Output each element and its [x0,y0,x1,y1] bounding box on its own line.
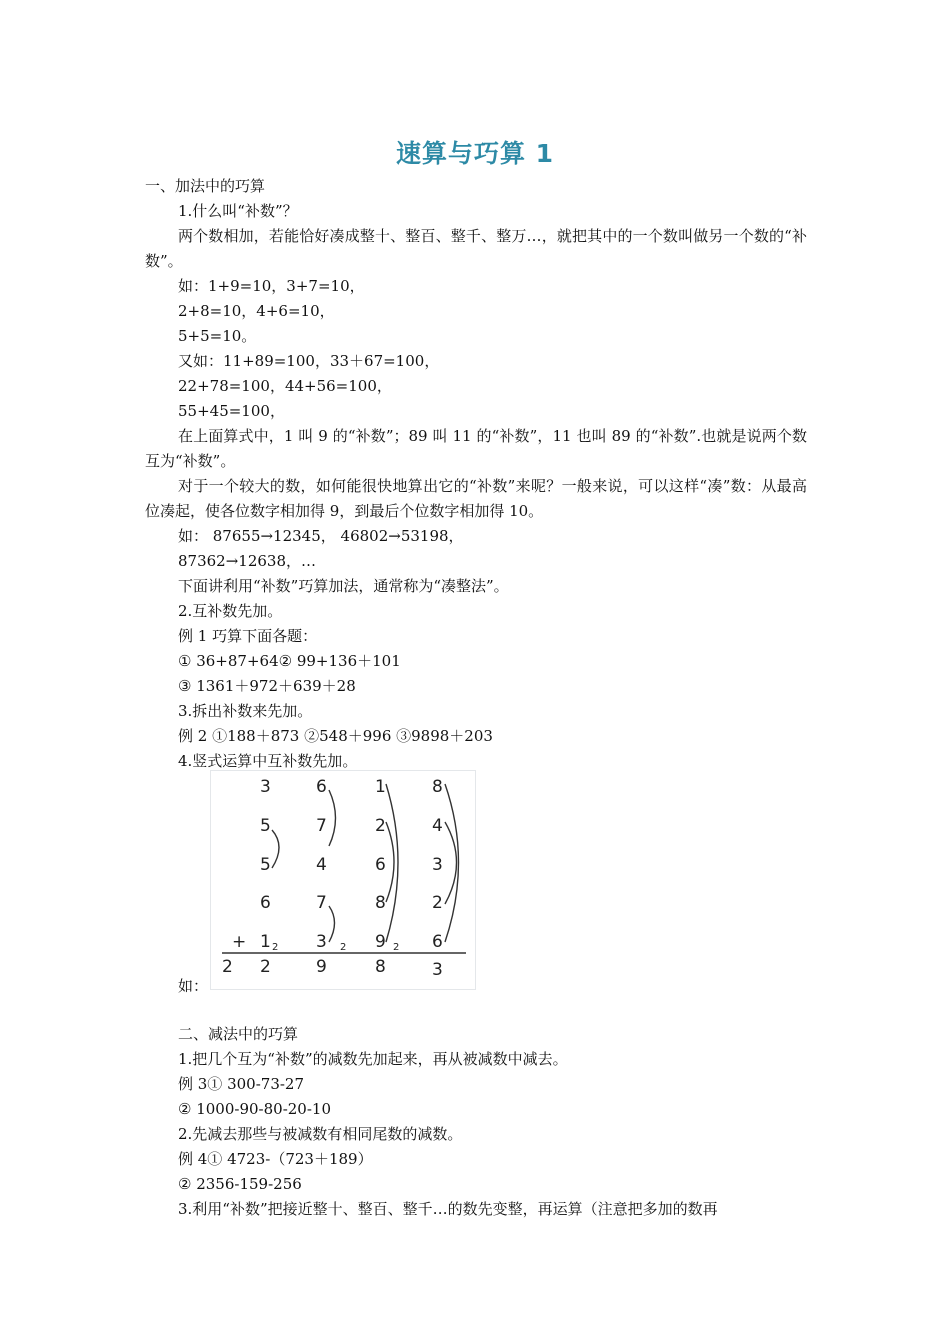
question-what-is-complement: 1.什么叫“补数”？ [178,202,298,220]
figure-digit: 8 [432,777,443,797]
example-line: 如： 87655→12345， 46802→53198， [178,527,464,545]
example-4-item: ② 2356-159-256 [178,1175,302,1193]
figure-digit: 1 [375,777,386,797]
figure-digit: 5 [260,816,271,836]
figure-carry: 2 [340,942,347,953]
paragraph-complement-explanation: 在上面算式中，1 叫 9 的“补数”；89 叫 11 的“补数”，11 也叫 89 的“补数”.也就是说两个数互为“补数”。 [145,427,807,470]
example-line: 如：1+9=10，3+7=10， [178,277,365,295]
figure-digit: 7 [316,893,327,913]
figure-label: 如： [178,977,209,995]
paragraph-how-to-find-complement: 对于一个较大的数，如何能很快地算出它的“补数”来呢？一般来说，可以这样“凑”数：从最高位凑起，使各位数字相加得 9，到最后个位数字相加得 10。 [145,477,807,520]
example-line: 22+78=100，44+56=100， [178,377,392,395]
example-line: 5+5=10。 [178,327,257,345]
subheading-vertical-addition: 4.竖式运算中互补数先加。 [178,752,358,770]
figure-digit: 6 [432,932,443,952]
figure-digit: 5 [260,855,271,875]
figure-digit: 3 [316,932,327,952]
figure-digit: 9 [375,932,386,952]
paragraph-complement-definition: 两个数相加，若能恰好凑成整十、整百、整千、整万…，就把其中的一个数叫做另一个数的“补数”。 [145,227,807,270]
figure-digit: 2 [432,893,443,913]
figure-result-digit: 2 [260,957,271,977]
subheading-round-first: 3.利用“补数”把接近整十、整百、整千…的数先变整，再运算（注意把多加的数再 [178,1200,718,1218]
page-title: 速算与巧算 1 [395,139,555,168]
example-1-items: ① 36+87+64② 99+136＋101 [178,652,401,670]
example-4: 例 4① 4723-（723＋189） [178,1150,373,1168]
subheading-combine-subtrahends: 1.把几个互为“补数”的减数先加起来，再从被减数中减去。 [178,1050,568,1068]
figure-digit: 2 [375,816,386,836]
section-heading-subtraction: 二、减法中的巧算 [178,1025,299,1043]
figure-digit: 6 [375,855,386,875]
subheading-split-complements: 3.拆出补数来先加。 [178,702,313,720]
example-3-item: ② 1000-90-80-20-10 [178,1100,332,1118]
subheading-complements-first: 2.互补数先加。 [178,602,283,620]
example-2: 例 2 ①188＋873 ②548＋996 ③9898＋203 [178,727,493,745]
figure-carry: 2 [393,942,400,953]
figure-digit: 8 [375,893,386,913]
figure-digit: 1 [260,932,271,952]
figure-result-digit: 3 [432,960,443,980]
figure-digit: 3 [432,855,443,875]
example-line: 87362→12638，… [178,552,317,570]
subheading-same-ending: 2.先减去那些与被减数有相同尾数的减数。 [178,1125,463,1143]
figure-digit: 4 [316,855,327,875]
figure-digit: 4 [432,816,443,836]
example-3: 例 3① 300-73-27 [178,1075,305,1093]
figure-digit: 6 [316,777,327,797]
figure-digit: 7 [316,816,327,836]
figure-carry: 2 [272,942,279,953]
example-line: 2+8=10，4+6=10， [178,302,335,320]
figure-result-digit: 8 [375,957,386,977]
example-line: 又如：11+89=100，33＋67=100， [178,352,440,370]
vertical-addition-figure [210,770,476,990]
figure-digit: 3 [260,777,271,797]
example-1-items: ③ 1361＋972＋639＋28 [178,677,356,695]
figure-result-digit: 9 [316,957,327,977]
figure-digit: 6 [260,893,271,913]
example-1-title: 例 1 巧算下面各题： [178,627,318,645]
section-heading-addition: 一、加法中的巧算 [145,177,266,195]
paragraph-rounding-method: 下面讲利用“补数”巧算加法，通常称为“凑整法”。 [178,577,509,595]
figure-result-digit: 2 [222,957,233,977]
figure-plus-sign: + [232,932,247,952]
example-line: 55+45=100， [178,402,285,420]
